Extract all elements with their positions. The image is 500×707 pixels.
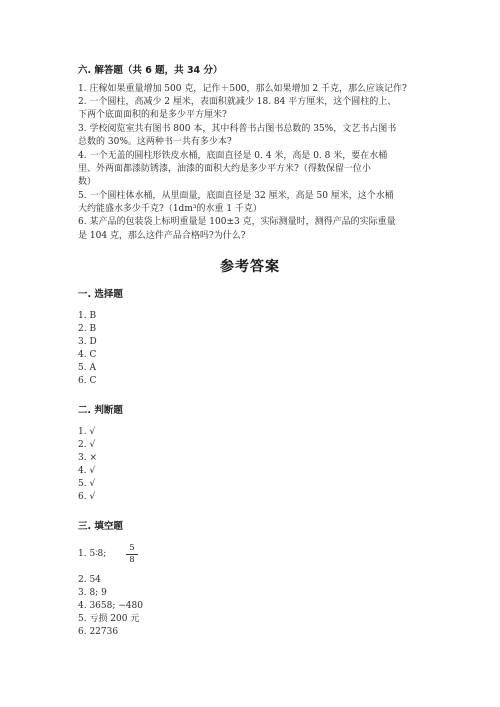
question-line: 数） [78, 177, 97, 187]
answer-item: 2. √ [78, 440, 96, 450]
answer-item: 6. √ [78, 492, 96, 502]
answer-item: 4. √ [78, 466, 96, 476]
answer-item: 1. √ [78, 427, 96, 437]
answer-item: 5. √ [78, 479, 96, 489]
question-line: 总数的 30%。这两种书一共有多少本? [78, 137, 232, 147]
fraction-denominator: 8 [129, 555, 135, 565]
answer-item: 6. C [78, 376, 97, 386]
answers-title: 参考答案 [220, 259, 280, 275]
answer-item: 2. B [78, 324, 97, 334]
question-line: 5. 一个圆柱体水桶，从里面量，底面直径是 32 厘米，高是 50 厘米，这个水桶 [78, 191, 394, 201]
section-6-title: 六. 解答题（共 6 题，共 34 分） [78, 65, 223, 76]
answer-item: 3. D [78, 337, 97, 347]
answer-item: 5. 亏损 200 元 [78, 614, 140, 624]
question-line: 1. 庄稼如果重量增加 500 克，记作＋500，那么如果增加 2 千克，那么应该记作? [78, 84, 407, 94]
question-line: 6. 某产品的包装袋上标明重量是 100±3 克，实际测量时，测得产品的实际重量 [78, 217, 396, 227]
question-line: 下两个底面面积的和是多少平方厘米? [78, 110, 227, 120]
part-1-title: 一. 选择题 [78, 289, 123, 300]
answer-item: 1. B [78, 311, 97, 321]
question-line: 大约能盛水多少千克?（1dm³的水重 1 千克） [78, 204, 262, 214]
answer-item: 4. 3658; −480 [78, 601, 143, 611]
fraction [126, 544, 138, 565]
fraction-numerator: 5 [129, 543, 135, 553]
question-line: 里、外两面都漆防锈漆，油漆的面积大约是多少平方米?（得数保留一位小 [78, 164, 371, 174]
answer-item: 3. 8; 9 [78, 588, 107, 598]
answer-item: 4. C [78, 350, 97, 360]
question-line: 2. 一个圆柱，高减少 2 厘米，表面积就减少 18. 84 平方厘米，这个圆柱的上、 [78, 97, 397, 107]
question-line: 4. 一个无盖的圆柱形铁皮水桶，底面直径是 0. 4 米，高是 0. 8 米，要在水桶 [78, 151, 388, 161]
part-3-title: 三. 填空题 [78, 521, 123, 532]
answer-item: 2. 54 [78, 575, 101, 585]
question-line: 是 104 克，那么这件产品合格吗?为什么? [78, 231, 246, 241]
answer-item: 5. A [78, 363, 96, 373]
answer-item: 3. × [78, 453, 97, 463]
answer-item: 6. 22736 [78, 627, 119, 637]
question-line: 3. 学校阅览室共有图书 800 本，其中科普书占图书总数的 35%，文艺书占图书 [78, 124, 397, 134]
part-2-title: 二. 判断题 [78, 405, 123, 416]
answer-item: 1. 5∶8; [78, 549, 107, 559]
